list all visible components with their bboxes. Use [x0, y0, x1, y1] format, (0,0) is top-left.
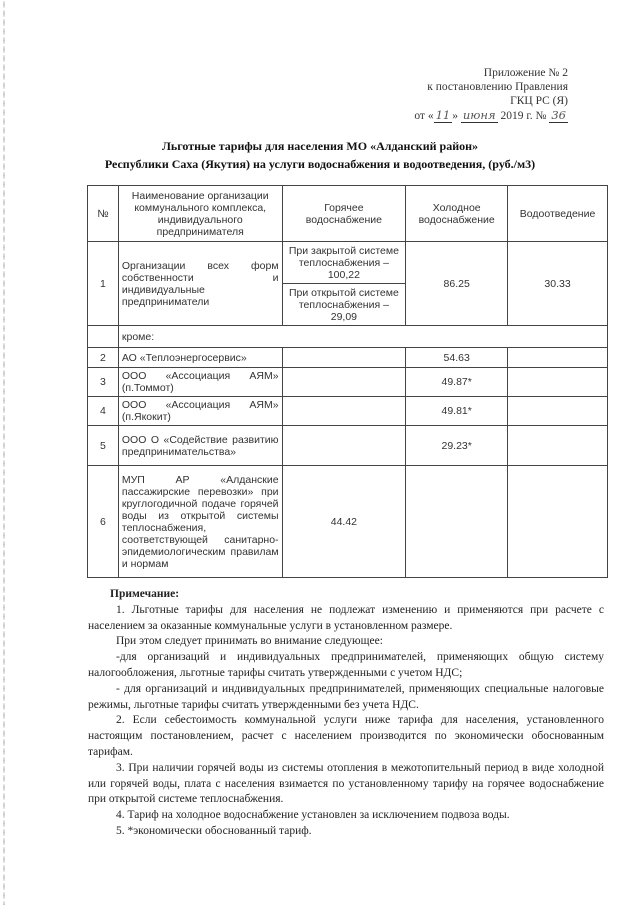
date-sep: »	[452, 110, 458, 122]
row4-cold: 49.81*	[406, 397, 508, 426]
table-row	[88, 348, 608, 368]
tariff-table	[87, 185, 608, 578]
header-name: Наименование организации коммунального комплекса, индивидуального предпринимателя	[118, 186, 282, 242]
row2-name: АО «Теплоэнергосервис»	[118, 348, 282, 368]
title-line-2: Республики Саха (Якутия) на услуги водоснабжения и водоотведения, (руб./м3)	[104, 157, 536, 171]
date-day: 11	[435, 108, 451, 122]
date-year: 2019 г. №	[500, 110, 547, 122]
notes-heading: Примечание:	[110, 588, 180, 600]
except-label: кроме:	[118, 326, 607, 348]
notes-section	[88, 587, 604, 840]
appendix-date-line	[414, 108, 568, 123]
row3-num: 3	[88, 368, 119, 397]
row1-cold: 86.25	[406, 242, 508, 326]
note-5: 5. *экономически обоснованный тариф.	[116, 824, 312, 837]
row3-name: ООО «Ассоциация АЯМ» (п.Томмот)	[118, 368, 282, 397]
row1-hot-open: При открытой системе теплоснабжения – 29,09	[282, 284, 406, 326]
table-row	[88, 397, 608, 426]
row6-hot: 44.42	[282, 466, 406, 578]
note-4: 4. Тариф на холодное водоснабжение установлен за исключением подвоза воды.	[116, 809, 510, 822]
row5-num: 5	[88, 426, 119, 466]
table-row-except	[88, 326, 608, 348]
note-1-intro: При этом следует принимать во внимание следующее:	[116, 635, 383, 648]
row5-cold: 29.23*	[406, 426, 508, 466]
table-row	[88, 242, 608, 284]
date-month: июня	[462, 108, 496, 122]
row1-name: Организации всех форм собственности и индивидуальные предприниматели	[118, 242, 282, 326]
table-row	[88, 426, 608, 466]
note-1-general-tax: -для организаций и индивидуальных предпринимателей, применяющих общую систему налогообложения, льготные тарифы считать утвержденными с учетом НДС;	[88, 651, 604, 679]
row1-hot-closed: При закрытой системе теплоснабжения – 100,22	[282, 242, 406, 284]
row1-num: 1	[88, 242, 119, 326]
document-number: 36	[551, 108, 566, 122]
document-title	[0, 137, 640, 173]
note-1-special-tax: - для организаций и индивидуальных предпринимателей, применяющих специальные налоговые режимы, льготные тарифы считать утвержденными без учета НДС.	[88, 682, 604, 711]
table-header-row	[88, 186, 608, 242]
appendix-block	[414, 66, 568, 123]
table-row	[88, 466, 608, 578]
row2-cold: 54.63	[406, 348, 508, 368]
date-prefix: от «	[414, 110, 434, 122]
header-hot-water: Горячее водоснабжение	[282, 186, 406, 242]
header-cold-water: Холодное водоснабжение	[406, 186, 508, 242]
row5-name: ООО О «Содействие развитию предпринимательства»	[118, 426, 282, 466]
table-row	[88, 368, 608, 397]
appendix-line-2: к постановлению Правления	[427, 81, 568, 93]
note-1: 1. Льготные тарифы для населения не подлежат изменению и применяются при расчете с населением за оказанные коммунальные услуги в установленном размере.	[88, 603, 604, 632]
title-line-1: Льготные тарифы для населения МО «Алданский район»	[161, 139, 479, 153]
appendix-line-3: ГКЦ РС (Я)	[510, 95, 568, 107]
row4-name: ООО «Ассоциация АЯМ» (п.Якокит)	[118, 397, 282, 426]
row6-name: МУП АР «Алданские пассажирские перевозки» при круглогодичной подаче горячей воды из открытой системы теплоснабжения, соответствующей санитарно-эпидемиологическим правилам и нормам	[118, 466, 282, 578]
header-num: №	[88, 186, 119, 242]
scan-edge	[3, 0, 5, 905]
note-3: 3. При наличии горячей воды из системы отопления в межотопительный период в виде холодной или горячей воды, плата с населения взимается по установленному тарифу на горячее водоснабжение при открытой системе теплоснабжения.	[88, 761, 604, 806]
row4-num: 4	[88, 397, 119, 426]
row2-num: 2	[88, 348, 119, 368]
row3-cold: 49.87*	[406, 368, 508, 397]
header-drainage: Водоотведение	[508, 186, 608, 242]
note-2: 2. Если себестоимость коммунальной услуги ниже тарифа для населения, установленного настоящим постановлением, расчет с населением производится по экономически обоснованным тарифам.	[88, 714, 604, 758]
row1-drain: 30.33	[508, 242, 608, 326]
appendix-line-1: Приложение № 2	[483, 67, 568, 79]
row6-num: 6	[88, 466, 119, 578]
